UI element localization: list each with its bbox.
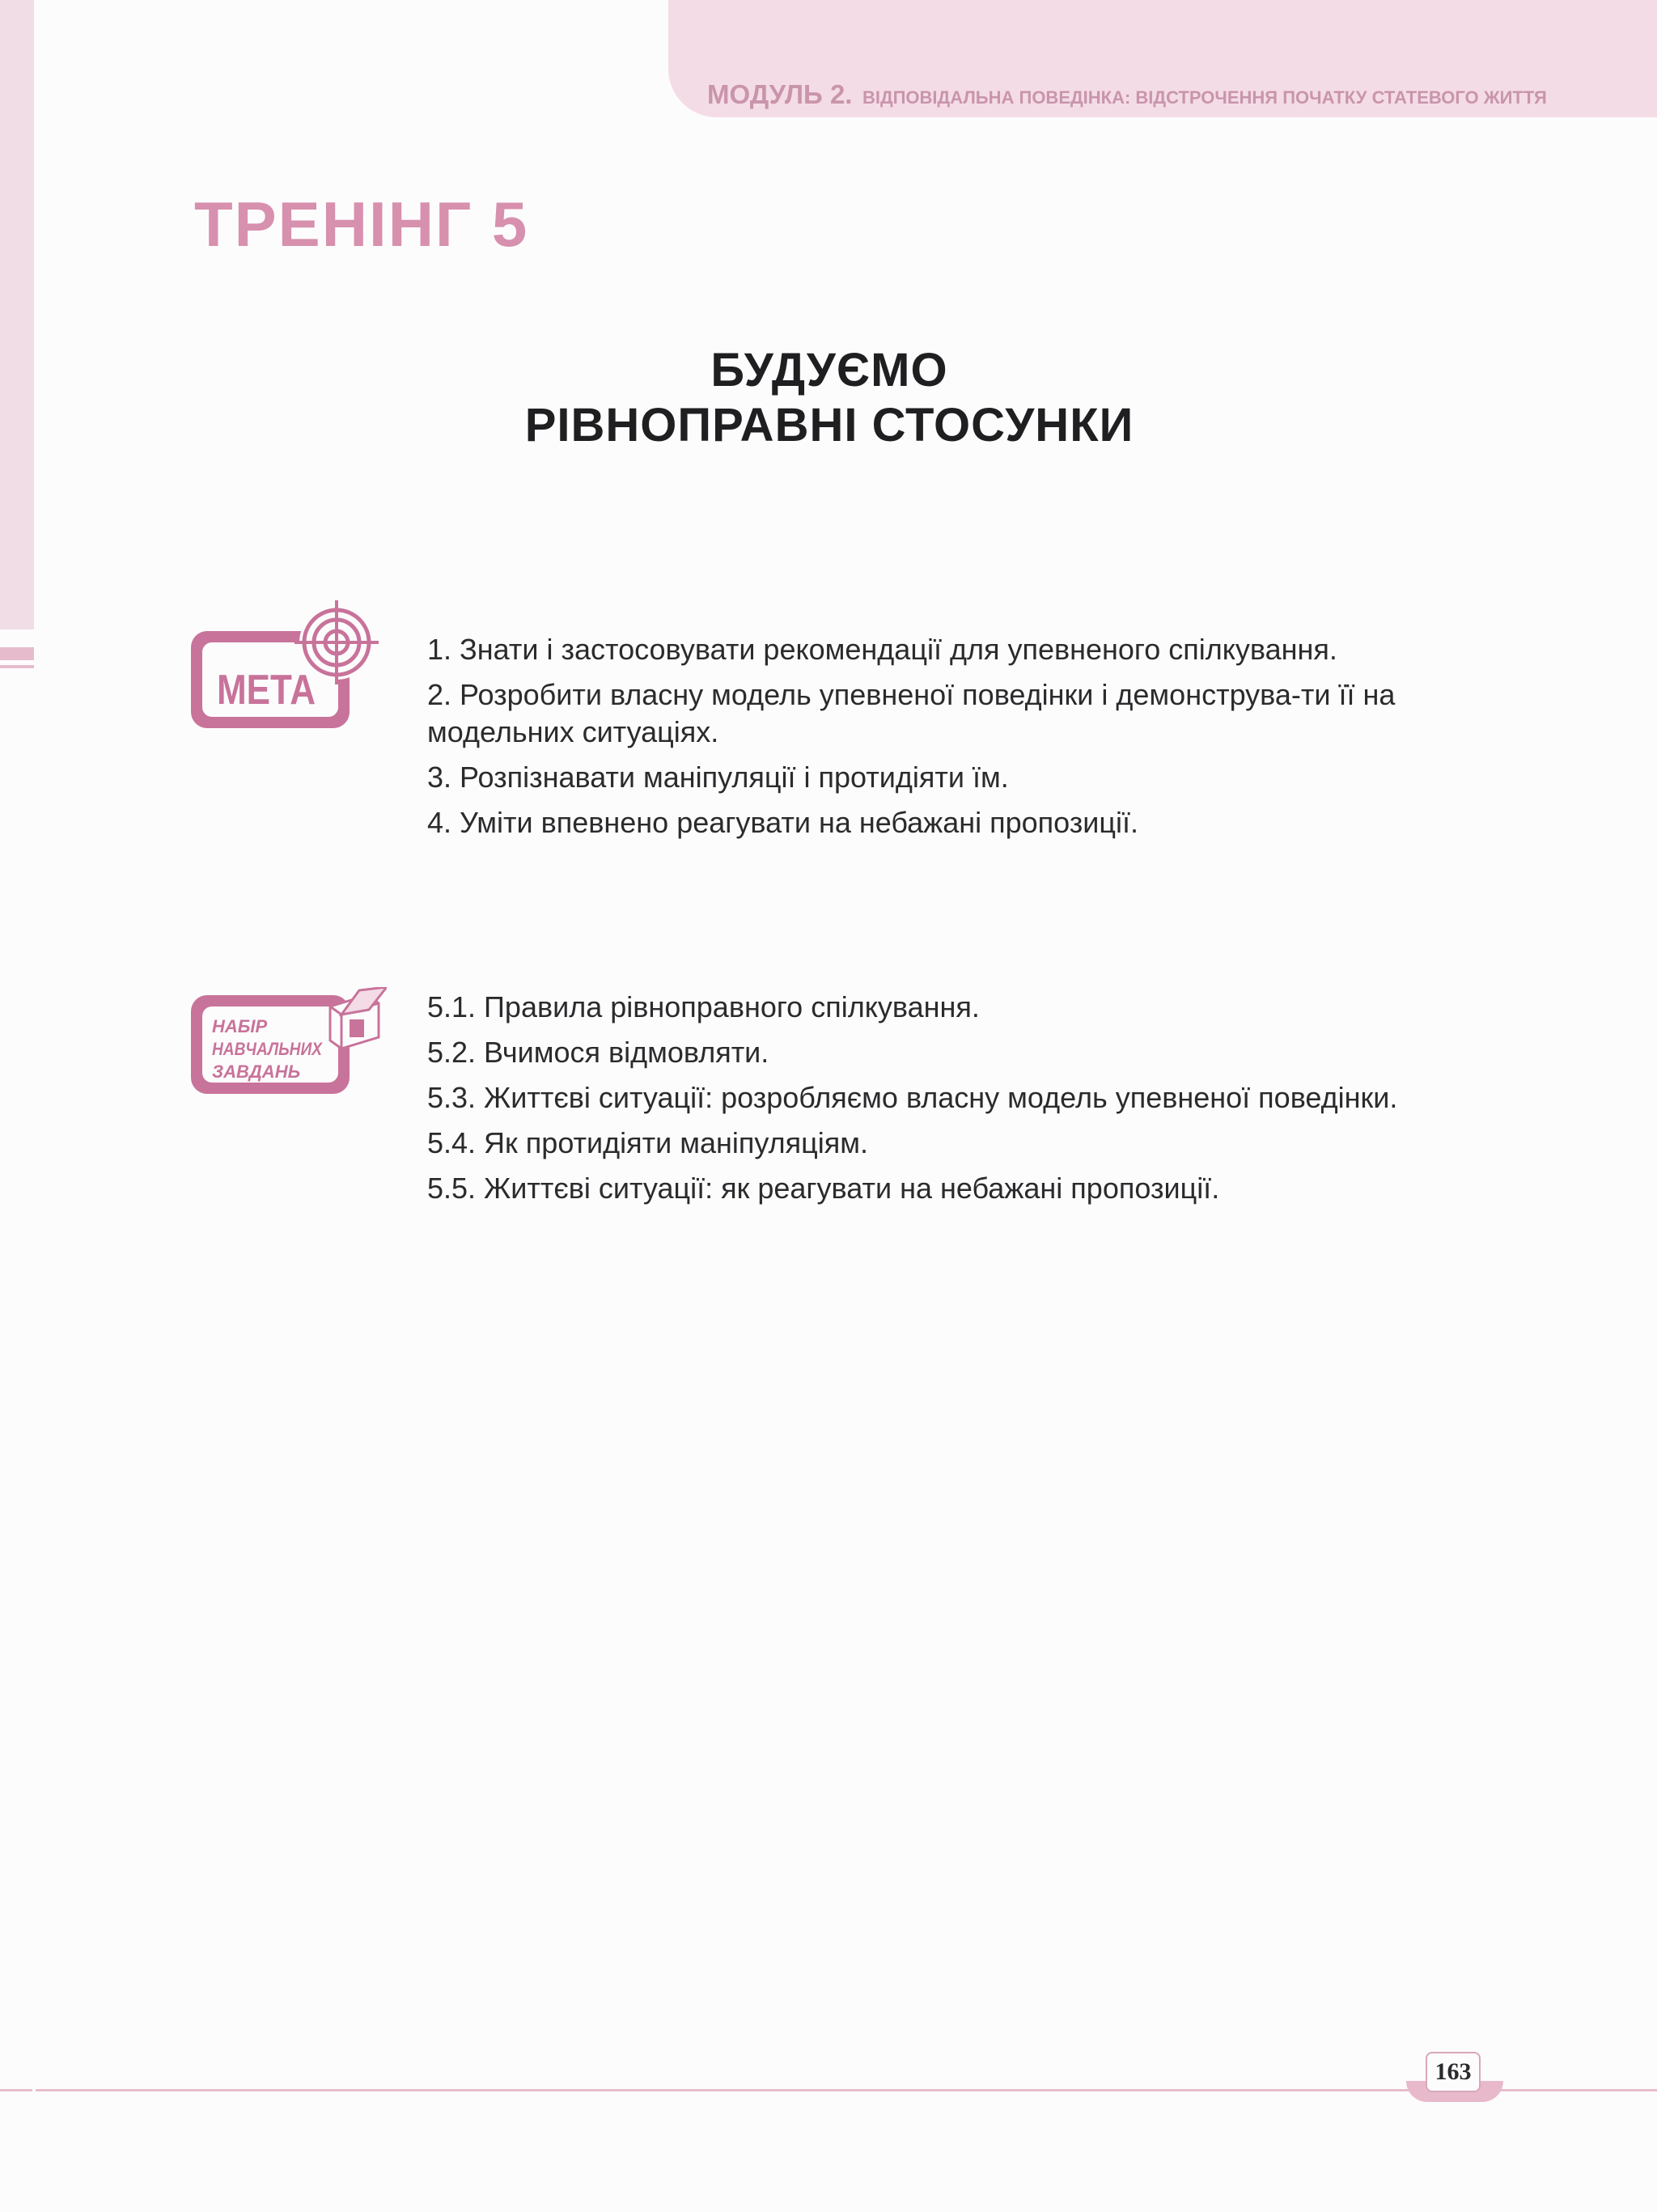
goal-item: 3. Розпізнавати маніпуляції і протидіяти їм. [427, 761, 1009, 794]
goal-item: 1. Знати і застосовувати рекомендації для упевненого спілкування. [427, 633, 1337, 666]
task-item: 5.5. Життєві ситуації: як реагувати на небажані пропозиції. [427, 1172, 1220, 1205]
module-subtitle: ВІДПОВІДАЛЬНА ПОВЕДІНКА: ВІДСТРОЧЕННЯ ПОЧАТКУ СТАТЕВОГО ЖИТТЯ [862, 87, 1547, 108]
tasks-badge-line-2: НАВЧАЛЬНИХ [212, 1039, 324, 1059]
task-item: 5.3. Життєві ситуації: розробляємо власну модель упевненої поведінки. [427, 1081, 1398, 1114]
tasks-badge-line-1: НАБІР [212, 1016, 268, 1036]
running-header [707, 79, 1547, 110]
task-item: 5.2. Вчимося відмовляти. [427, 1036, 769, 1069]
tasks-badge [188, 987, 387, 1097]
tasks-badge-line-3: ЗАВДАНЬ [212, 1062, 301, 1082]
goal-badge [188, 597, 387, 735]
goals-list [427, 631, 1479, 850]
tasks-list [427, 989, 1479, 1215]
task-item: 5.1. Правила рівноправного спілкування. [427, 990, 980, 1023]
footer-rule-start [0, 2089, 32, 2091]
task-item: 5.4. Як протидіяти маніпуляціям. [427, 1126, 868, 1159]
module-label: МОДУЛЬ 2. [707, 79, 853, 109]
goal-badge-label: МЕТА [217, 667, 316, 714]
goal-item: 2. Розробити власну модель упевненої поведінки і демонструва-ти її на модельних ситуаціях. [427, 678, 1396, 748]
page-number: 163 [1426, 2052, 1481, 2092]
left-margin-strip [0, 0, 34, 629]
left-marker [0, 647, 34, 660]
main-title-line-2: РІВНОПРАВНІ СТОСУНКИ [524, 399, 1134, 451]
goal-item: 4. Уміти впевнено реагувати на небажані пропозиції. [427, 806, 1139, 839]
left-marker-thin [0, 665, 34, 668]
training-title: ТРЕНІНГ 5 [194, 189, 529, 260]
main-title [405, 343, 1254, 453]
main-title-line-1: БУДУЄМО [710, 344, 948, 396]
